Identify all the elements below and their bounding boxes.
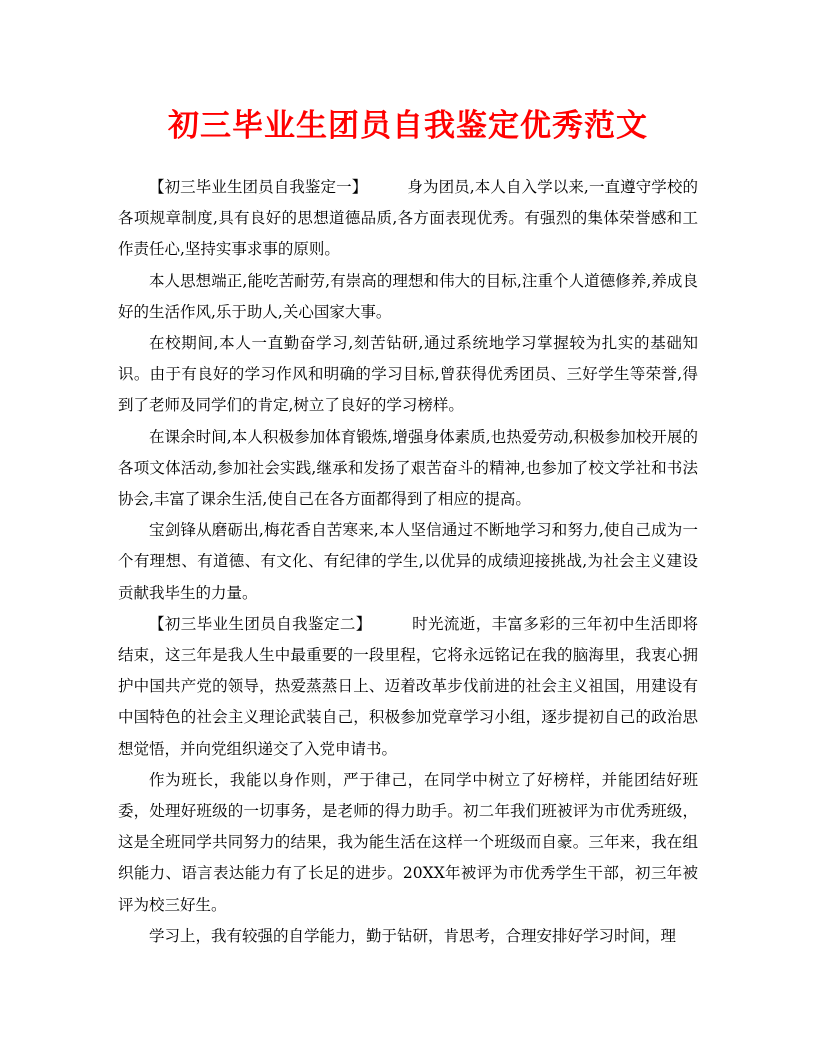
- section-heading-2: 【初三毕业生团员自我鉴定二】: [149, 614, 372, 633]
- paragraph-text: 学习上，我有较强的自学能力，勤于钻研，肯思考，合理安排好学习时间，理: [149, 926, 677, 945]
- paragraph-6: [118, 609, 698, 765]
- section-heading-1: 【初三毕业生团员自我鉴定一】: [149, 178, 368, 196]
- paragraph-text: 宝剑锋从磨砺出,梅花香自苦寒来,本人坚信通过不断地学习和努力,使自己成为一个有理想、有道德、有文化、有纪律的学生,以优异的成绩迎接挑战,为社会主义建设贡献我毕生的力量。: [118, 521, 698, 602]
- paragraph-3: [118, 328, 698, 422]
- paragraph-7: [118, 765, 698, 921]
- paragraph-2: [118, 266, 698, 328]
- paragraph-text: 身为团员,本人自入学以来,一直遵守学校的各项规章制度,具有良好的思想道德品质,各方面表现优秀。有强烈的集体荣誉感和工作责任心,坚持实事求事的原则。: [118, 178, 698, 259]
- paragraph-5: [118, 515, 698, 609]
- paragraph-text: 本人思想端正,能吃苦耐劳,有崇高的理想和伟大的目标,注重个人道德修养,养成良好的生活作风,乐于助人,关心国家大事。: [118, 271, 698, 321]
- paragraph-4: [118, 422, 698, 516]
- paragraph-8: [118, 921, 698, 952]
- paragraph-1: [118, 172, 698, 266]
- paragraph-text: 时光流逝，丰富多彩的三年初中生活即将结束，这三年是我人生中最重要的一段里程，它将永远铭记在我的脑海里，我衷心拥护中国共产党的领导，热爱蒸蒸日上、迈着改革步伐前进的社会主义祖国，用建设有中国特色的社会主义理论武装自己，积极参加党章学习小组，逐步提初自己的政治思想觉悟，并向党组织递交了入党申请书。: [118, 614, 698, 758]
- paragraph-text: 在课余时间,本人积极参加体育锻炼,增强身体素质,也热爱劳动,积极参加校开展的各项文体活动,参加社会实践,继承和发扬了艰苦奋斗的精神,也参加了校文学社和书法协会,丰富了课余生活,使自己在各方面都得到了相应的提高。: [118, 427, 698, 509]
- document-title: 初三毕业生团员自我鉴定优秀范文: [168, 108, 648, 144]
- paragraph-text: 作为班长，我能以身作则，严于律己，在同学中树立了好榜样，并能团结好班委，处理好班级的一切事务，是老师的得力助手。初二年我们班被评为市优秀班级，这是全班同学共同努力的结果，我为能生活在这样一个班级而自豪。三年来，我在组织能力、语言表达能力有了长足的进步。20XX年被评为市优秀学生干部，初三年被评为校三好生。: [118, 770, 698, 914]
- paragraph-text: 在校期间,本人一直勤奋学习,刻苦钻研,通过系统地学习掌握较为扎实的基础知识。由于有良好的学习作风和明确的学习目标,曾获得优秀团员、三好学生等荣誉,得到了老师及同学们的肯定,树立了良好的学习榜样。: [118, 334, 698, 415]
- document-body: [118, 172, 698, 952]
